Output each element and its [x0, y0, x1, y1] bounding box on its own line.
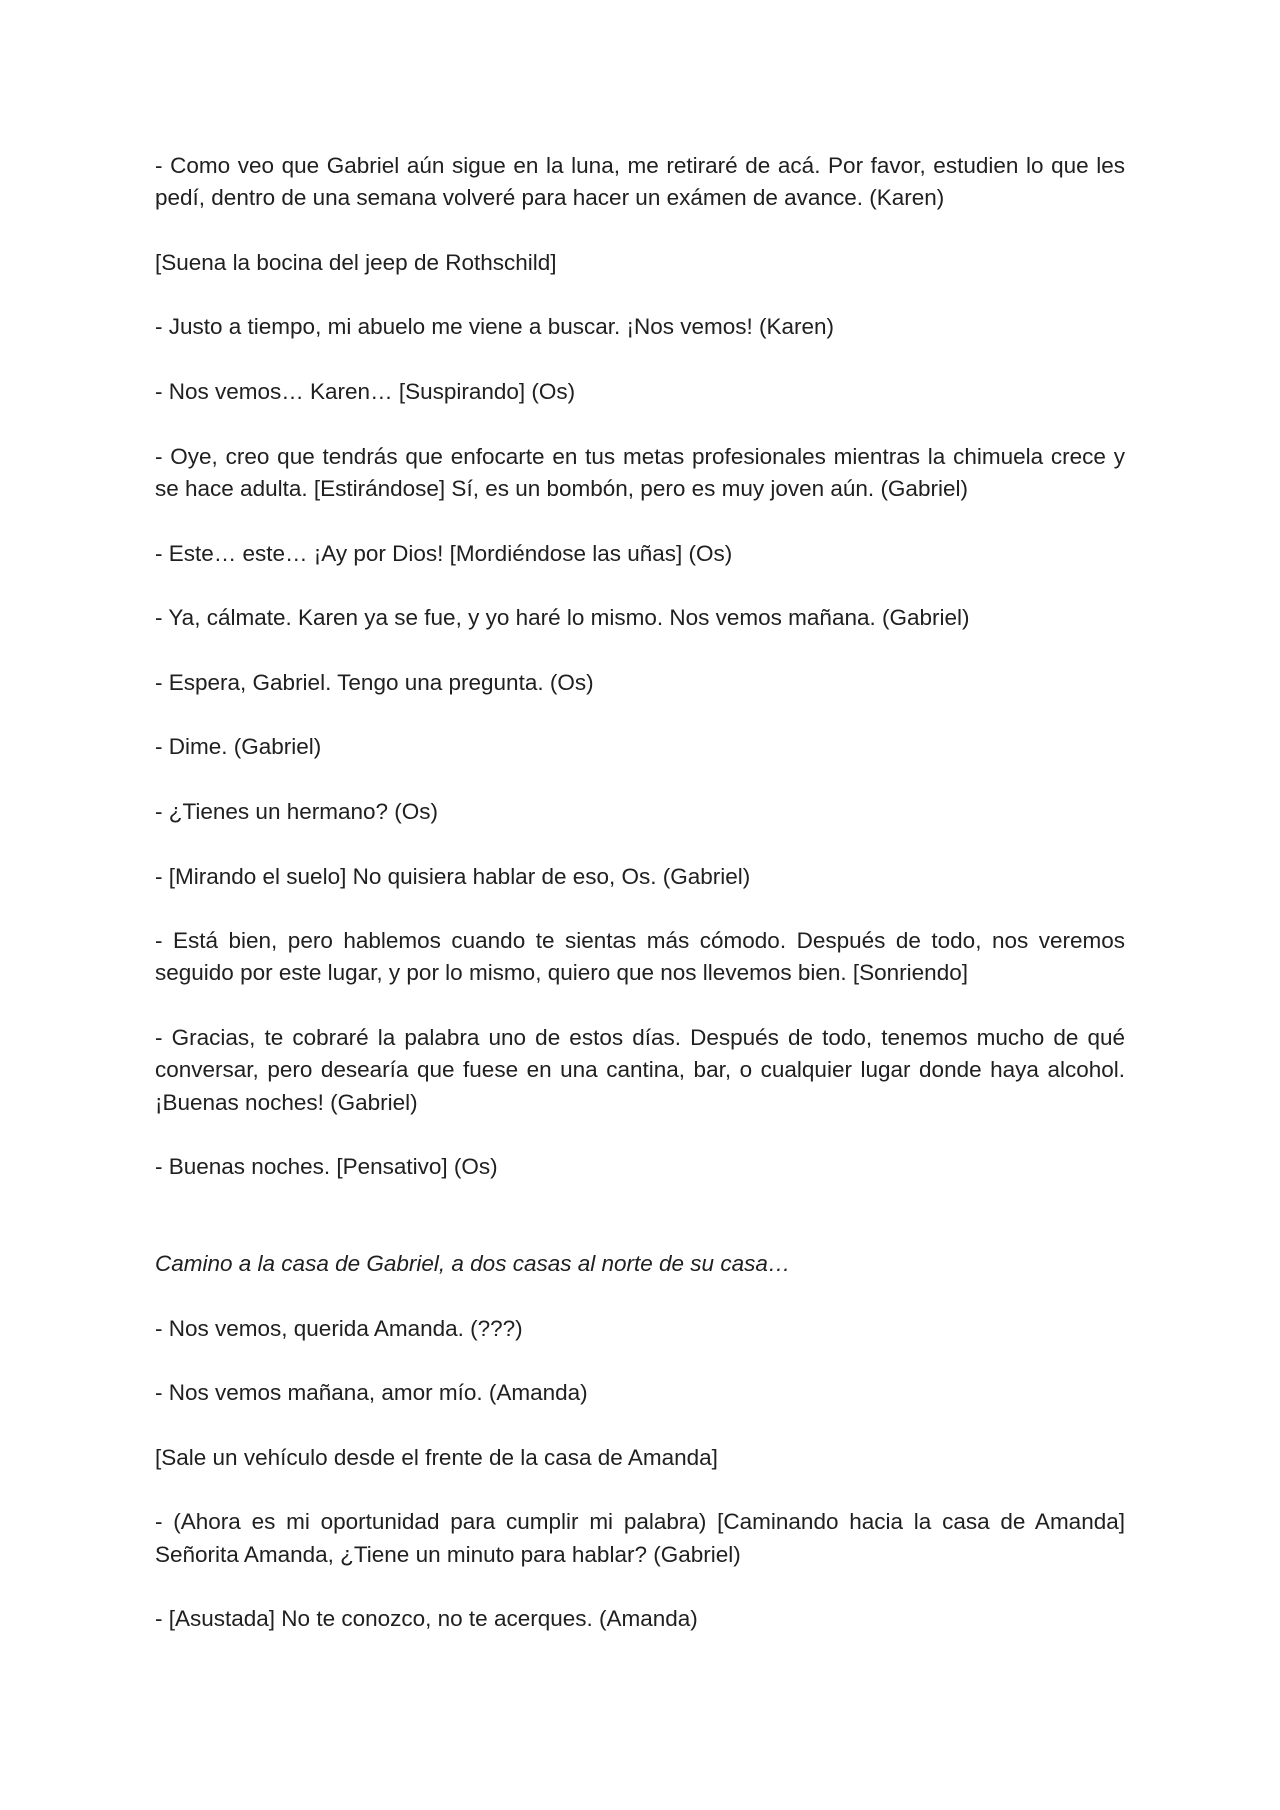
paragraph-4: - Nos vemos… Karen… [Suspirando] (Os) [155, 379, 576, 405]
paragraph-8: - Espera, Gabriel. Tengo una pregunta. (Os) [155, 669, 594, 695]
paragraph-12: - Está bien, pero hablemos cuando te sientas más cómodo. Después de todo, nos veremos seguido por este lugar, y por lo mismo, quiero que nos llevemos bien. [Sonriendo] [155, 928, 1125, 986]
paragraph-1: - Como veo que Gabriel aún sigue en la luna, me retiraré de acá. Por favor, estudien lo que les pedí, dentro de una semana volveré para hacer un exámen de avance. (Karen) [155, 153, 1125, 211]
paragraph-7: - Ya, cálmate. Karen ya se fue, y yo haré lo mismo. Nos vemos mañana. (Gabriel) [155, 605, 970, 631]
paragraph-17: - Nos vemos mañana, amor mío. (Amanda) [155, 1380, 588, 1406]
paragraph-11: - [Mirando el suelo] No quisiera hablar de eso, Os. (Gabriel) [155, 863, 751, 889]
paragraph-19: - (Ahora es mi oportunidad para cumplir mi palabra) [Caminando hacia la casa de Amanda] Señorita Amanda, ¿Tiene un minuto para hablar? (Gabriel) [155, 1509, 1125, 1567]
paragraph-20: - [Asustada] No te conozco, no te acerques. (Amanda) [155, 1606, 698, 1632]
paragraph-18: [Sale un vehículo desde el frente de la casa de Amanda] [155, 1444, 718, 1470]
section-break [155, 1216, 1125, 1248]
paragraph-2: [Suena la bocina del jeep de Rothschild] [155, 249, 557, 275]
paragraph-16: - Nos vemos, querida Amanda. (???) [155, 1315, 523, 1341]
paragraph-9: - Dime. (Gabriel) [155, 734, 322, 760]
scene-heading: Camino a la casa de Gabriel, a dos casas al norte de su casa… [155, 1251, 791, 1277]
paragraph-3: - Justo a tiempo, mi abuelo me viene a buscar. ¡Nos vemos! (Karen) [155, 314, 835, 340]
paragraph-13: - Gracias, te cobraré la palabra uno de estos días. Después de todo, tenemos mucho de qué conversar, pero desearía que fuese en una cantina, bar, o cualquier lugar donde haya alcohol. ¡Buenas noches! (Gabriel) [155, 1025, 1125, 1115]
paragraph-5: - Oye, creo que tendrás que enfocarte en tus metas profesionales mientras la chimuela crece y se hace adulta. [Estirándose] Sí, es un bombón, pero es muy joven aún. (Gabriel) [155, 443, 1125, 501]
paragraph-10: - ¿Tienes un hermano? (Os) [155, 798, 439, 824]
paragraph-6: - Este… este… ¡Ay por Dios! [Mordiéndose las uñas] (Os) [155, 540, 733, 566]
document-body [155, 150, 1125, 1668]
paragraph-14: - Buenas noches. [Pensativo] (Os) [155, 1154, 498, 1180]
